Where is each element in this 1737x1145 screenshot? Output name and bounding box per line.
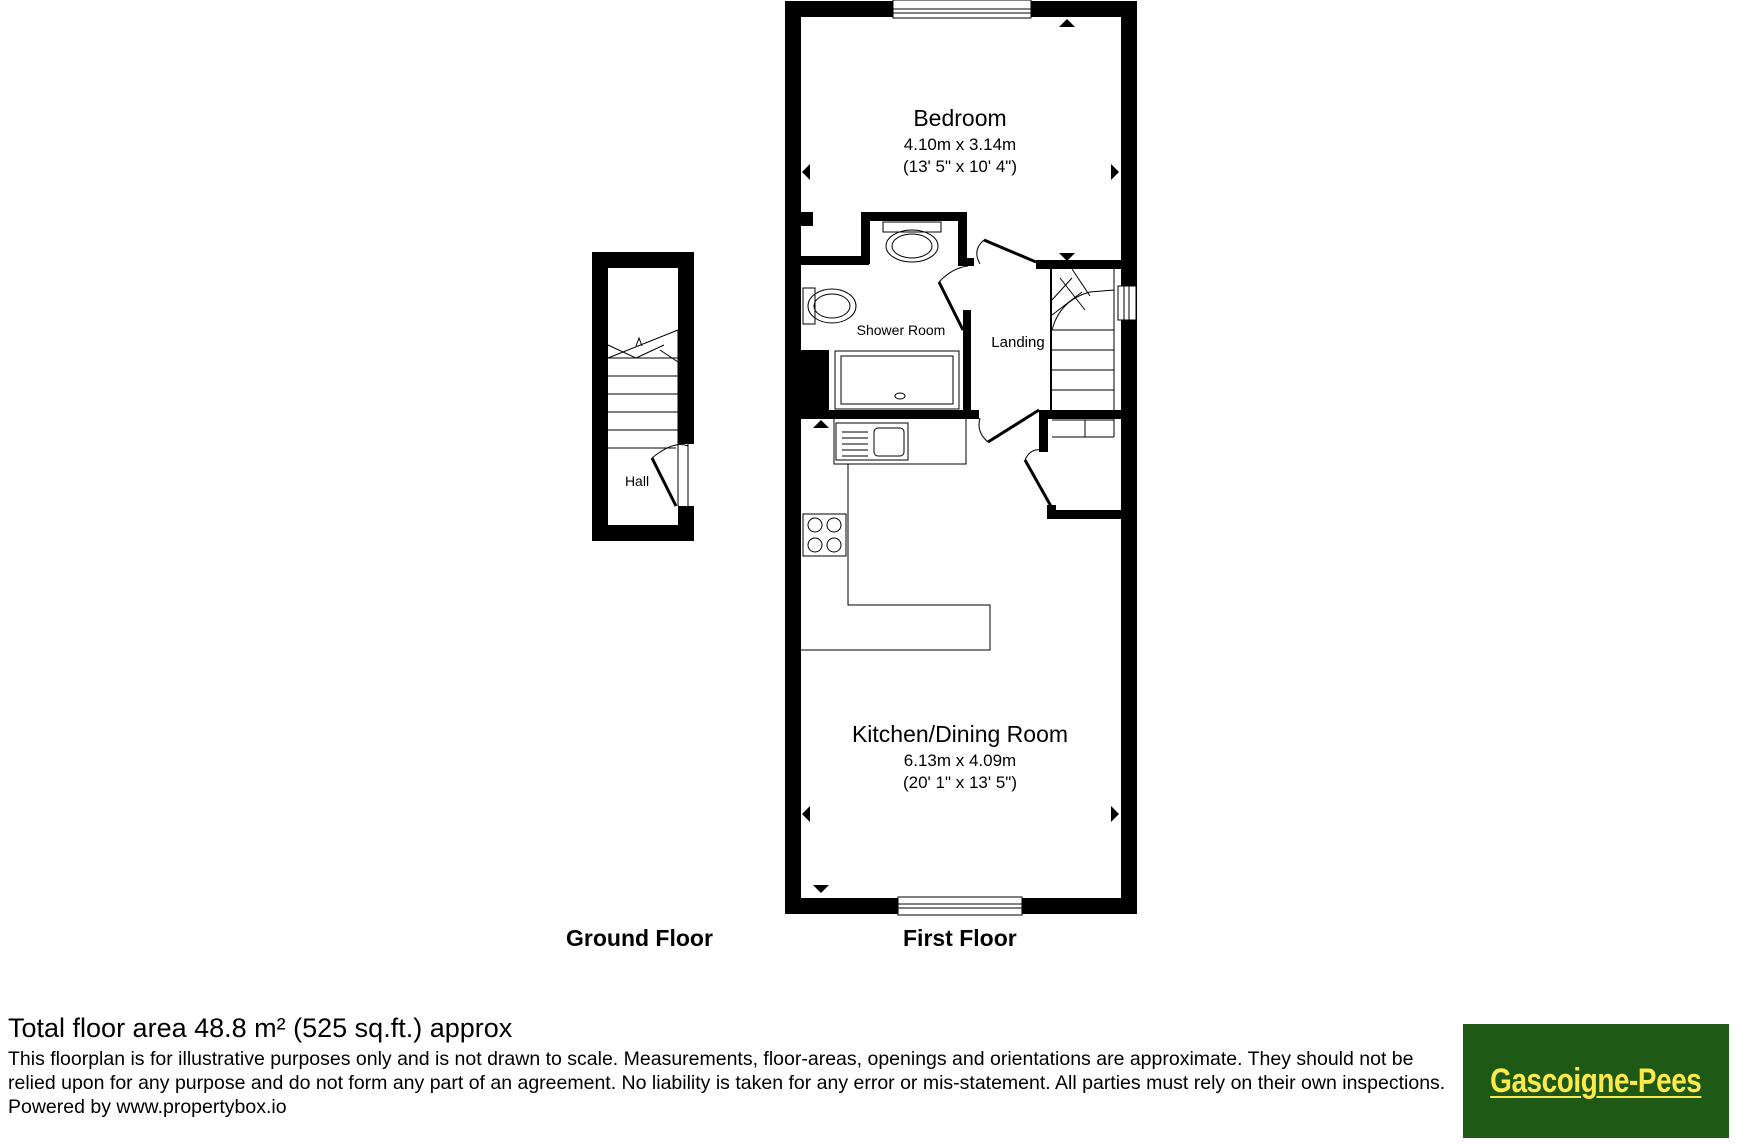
kitchen-name: Kitchen/Dining Room [851, 721, 1069, 747]
cupboard-door [1025, 450, 1052, 508]
arrow-down-icon [813, 885, 829, 893]
arrow-left-icon [802, 164, 810, 180]
kitchen-sink-unit [834, 419, 966, 464]
agent-logo [1463, 1024, 1729, 1138]
bedroom-metric: 4.10m x 3.14m [903, 135, 1017, 154]
arrow-up-icon [813, 420, 829, 428]
arrow-down-icon [1059, 253, 1075, 261]
arrow-up-icon [1059, 19, 1075, 27]
arrow-right-icon [1111, 806, 1119, 822]
bedroom-name: Bedroom [913, 105, 1007, 131]
ground-floor-walls [600, 260, 686, 533]
bedroom-ensuite-toilet [883, 222, 941, 262]
arrow-left-icon [802, 806, 810, 822]
landing-window [1118, 286, 1136, 320]
first-floor-plan [793, 0, 1136, 915]
hall-door [652, 444, 696, 506]
first-floor-label: First Floor [903, 925, 1017, 951]
toilet [803, 288, 856, 324]
kitchen-imperial: (20' 1" x 13' 5") [902, 773, 1018, 792]
ground-floor-label: Ground Floor [566, 925, 713, 951]
kitchen-metric: 6.13m x 4.09m [903, 751, 1017, 770]
disclaimer-text: This floorplan is for illustrative purposes only and is not drawn to scale. Measurements, floor-areas, openings and orientations are approximate. They should not be relied upon for any purpose and do not form any part of an agreement. No liability is taken for any error or mis-statement. All parties must rely on their own inspections. Powered by www.propertybox.io [8, 1048, 1446, 1118]
kitchen-window [898, 897, 1022, 915]
landing-name: Landing [991, 334, 1045, 351]
shower-room-name: Shower Room [856, 322, 946, 338]
arrow-right-icon [1111, 164, 1119, 180]
bedroom-imperial: (13' 5" x 10' 4") [902, 157, 1018, 176]
internal-walls [801, 212, 1122, 519]
total-floor-area: Total floor area 48.8 m² (525 sq.ft.) approx [8, 1013, 513, 1043]
shower-tray [835, 351, 959, 409]
ground-floor-plan [600, 260, 696, 533]
bedroom-door [977, 240, 1036, 264]
ground-floor-stairs [608, 330, 678, 448]
logo-text: Gascoigne-Pees [1490, 1061, 1702, 1100]
hall-name: Hall [624, 473, 650, 489]
kitchen-worktop [801, 464, 990, 650]
kitchen-door [979, 410, 1039, 442]
hob [803, 514, 846, 556]
bedroom-window [893, 0, 1031, 18]
